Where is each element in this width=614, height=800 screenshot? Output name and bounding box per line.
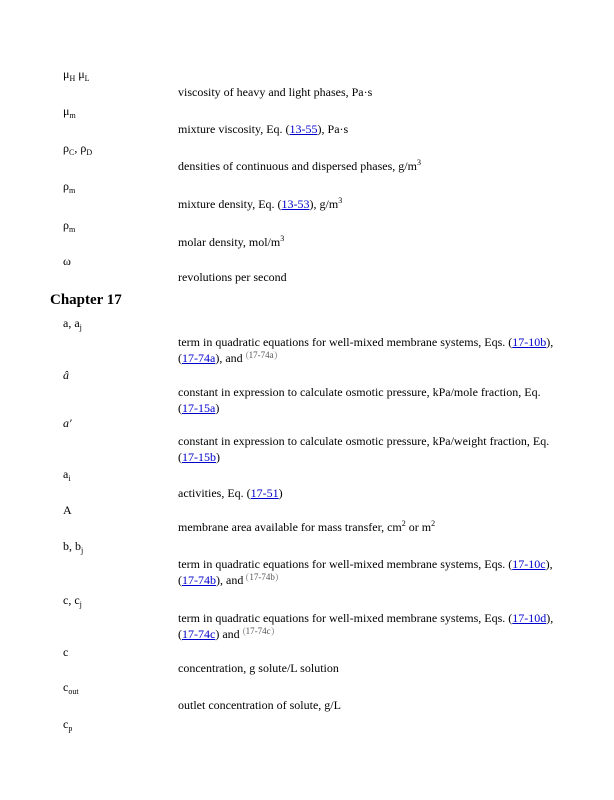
symbol-mu-m: $\mu_m$: [63, 104, 76, 120]
definition-osmotic-weight: constant in expression to calculate osmotic pressure, kPa/weight fraction, Eq. (17-15b): [178, 434, 550, 464]
equation-link[interactable]: 17-74c: [182, 627, 216, 641]
definition-osmotic-mole: constant in expression to calculate osmotic pressure, kPa/mole fraction, Eq. (17-15a): [178, 385, 541, 415]
chapter-heading: Chapter 17: [50, 292, 122, 308]
symbol-a-aj: a, $a_j$: [63, 316, 82, 332]
equation-link[interactable]: 13-53: [281, 197, 310, 211]
symbol-A: A: [63, 503, 72, 517]
symbol-rho-m-molar: $\rho_m$: [63, 218, 76, 234]
symbol-c-cj: c, $c_j$: [63, 593, 82, 609]
symbol-c: c: [63, 645, 69, 659]
definition-molar-density: molar density, mol/$m^3$: [178, 234, 285, 249]
equation-number-box: 17-74b: [246, 573, 278, 582]
symbol-a-i: $a_i$: [63, 467, 71, 483]
equation-link[interactable]: 17-74a: [182, 351, 216, 365]
symbol-c-p: $c_p$: [63, 717, 73, 733]
definition-quadratic-term-c: term in quadratic equations for well-mixed membrane systems, Eqs. (17-10d), (17-74c) and 17-74c: [178, 611, 554, 641]
symbol-rho-m: $\rho_m$: [63, 179, 76, 195]
definition-viscosity-phases: viscosity of heavy and light phases, Pa·s: [178, 85, 373, 99]
definition-membrane-area: membrane area available for mass transfer, $cm^2$ or $m^2$: [178, 519, 436, 534]
symbol-omega: ω: [63, 254, 71, 268]
definition-revolutions: revolutions per second: [178, 270, 287, 284]
symbol-rho-c-rho-d: $\rho_C$, $\rho_D$: [63, 141, 93, 157]
equation-link[interactable]: 17-10d: [512, 611, 547, 625]
symbol-c-out: $c_{out}$: [63, 680, 79, 696]
definition-concentration: concentration, g solute/L solution: [178, 661, 339, 675]
equation-number-box: 17-74c: [243, 627, 274, 636]
equation-link[interactable]: 17-10b: [512, 335, 547, 349]
definition-quadratic-term-a: term in quadratic equations for well-mixed membrane systems, Eqs. (17-10b), (17-74a), and 17-74a: [178, 335, 554, 365]
definition-densities-phases: densities of continuous and dispersed phases, $g/m^3$: [178, 158, 421, 173]
equation-link[interactable]: 17-15b: [182, 450, 216, 464]
equation-link[interactable]: 17-51: [250, 486, 279, 500]
definition-mixture-viscosity: mixture viscosity, Eq. (13-55), Pa·s: [178, 122, 349, 136]
symbol-b-bj: b, $b_j$: [63, 539, 84, 555]
symbol-mu-h-mu-l: $\mu_H$ $\mu_L$: [63, 67, 90, 83]
equation-number-box: 17-74a: [246, 351, 277, 360]
definition-activities: activities, Eq. (17-51): [178, 486, 283, 500]
definition-quadratic-term-b: term in quadratic equations for well-mixed membrane systems, Eqs. (17-10c), (17-74b), and 17-74b: [178, 557, 553, 587]
equation-link[interactable]: 17-10c: [512, 557, 546, 571]
symbol-a-hat: â: [63, 368, 69, 382]
definition-mixture-density: mixture density, Eq. (13-53), $g/m^3$: [178, 196, 343, 211]
symbol-a-prime: a′: [63, 416, 72, 430]
equation-link[interactable]: 13-55: [289, 122, 318, 136]
equation-link[interactable]: 17-74b: [182, 573, 216, 587]
equation-link[interactable]: 17-15a: [182, 401, 216, 415]
definition-outlet-concentration: outlet concentration of solute, g/L: [178, 698, 341, 712]
